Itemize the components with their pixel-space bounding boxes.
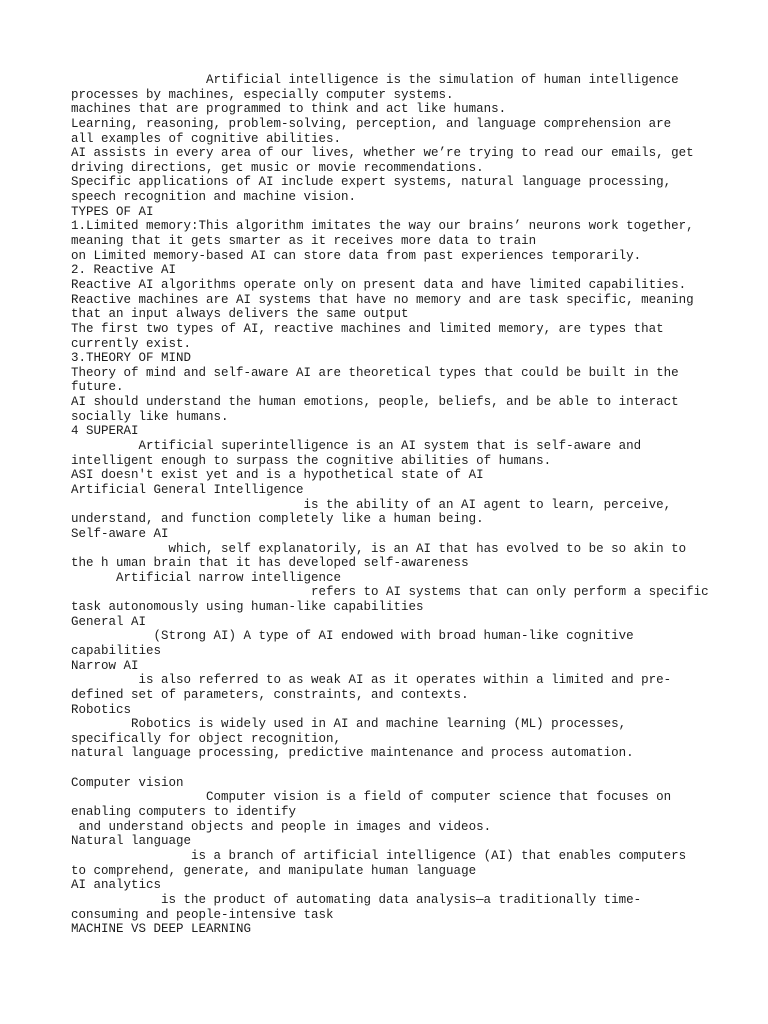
paragraph-line: natural language processing, predictive maintenance and process automation.	[71, 746, 634, 761]
term-heading: Robotics	[71, 702, 132, 717]
paragraph-line: that an input always delivers the same output	[71, 307, 409, 322]
term-heading: AI analytics	[71, 878, 162, 893]
term-heading: Narrow AI	[71, 658, 139, 673]
paragraph-line: ASI doesn't exist yet and is a hypothetical state of AI	[71, 468, 484, 483]
paragraph-line: specifically for object recognition,	[71, 731, 342, 746]
paragraph-line: is the product of automating data analysis—a traditionally time-	[161, 892, 642, 907]
paragraph-line: 1.Limited memory:This algorithm imitates the way our brains’ neurons work together,	[71, 219, 694, 234]
term-heading: General AI	[71, 614, 147, 629]
paragraph-line: future.	[71, 380, 124, 395]
paragraph-line: is the ability of an AI agent to learn, perceive,	[303, 497, 672, 512]
paragraph-line: and understand objects and people in images and videos.	[78, 819, 492, 834]
section-heading: TYPES OF AI	[71, 204, 154, 219]
section-heading: 3.THEORY OF MIND	[71, 351, 192, 366]
paragraph-line: task autonomously using human-like capabilities	[71, 600, 424, 615]
paragraph-line: Reactive AI algorithms operate only on present data and have limited capabilities.	[71, 277, 687, 292]
term-heading: Artificial General Intelligence	[71, 482, 304, 497]
paragraph-line: driving directions, get music or movie recommendations.	[71, 160, 484, 175]
paragraph-line: is a branch of artificial intelligence (AI) that enables computers	[191, 848, 687, 863]
term-heading: Natural language	[71, 834, 192, 849]
paragraph-line: Reactive machines are AI systems that have no memory and are task specific, meaning	[71, 292, 694, 307]
paragraph-line: processes by machines, especially computer systems.	[71, 87, 454, 102]
blank-line	[71, 761, 761, 776]
paragraph-line: refers to AI systems that can only perform a specific	[311, 585, 709, 600]
paragraph-line: Computer vision is a field of computer science that focuses on	[206, 790, 672, 805]
paragraph-line: (Strong AI) A type of AI endowed with broad human-like cognitive	[153, 629, 634, 644]
paragraph-line: defined set of parameters, constraints, and contexts.	[71, 687, 469, 702]
section-heading: 2. Reactive AI	[71, 263, 177, 278]
paragraph-line: capabilities	[71, 643, 162, 658]
paragraph-line: machines that are programmed to think and act like humans.	[71, 102, 507, 117]
paragraph-line: Theory of mind and self-aware AI are theoretical types that could be built in the	[71, 365, 679, 380]
paragraph-line: Robotics is widely used in AI and machine learning (ML) processes,	[131, 717, 627, 732]
paragraph-line: the h uman brain that it has developed self-awareness	[71, 556, 469, 571]
section-heading: MACHINE VS DEEP LEARNING	[71, 922, 252, 937]
paragraph-line: which, self explanatorily, is an AI that has evolved to be so akin to	[168, 541, 687, 556]
paragraph-line: speech recognition and machine vision.	[71, 190, 357, 205]
paragraph-line: AI assists in every area of our lives, whether we’re trying to read our emails, get	[71, 146, 694, 161]
section-heading: 4 SUPERAI	[71, 424, 139, 439]
paragraph-line: is also referred to as weak AI as it operates within a limited and pre-	[138, 673, 672, 688]
paragraph-line: The first two types of AI, reactive machines and limited memory, are types that	[71, 321, 664, 336]
term-heading: Artificial narrow intelligence	[116, 570, 342, 585]
paragraph-line: to comprehend, generate, and manipulate human language	[71, 863, 477, 878]
paragraph-line: consuming and people-intensive task	[71, 907, 334, 922]
paragraph-line: Specific applications of AI include expert systems, natural language processing,	[71, 175, 672, 190]
paragraph-line: currently exist.	[71, 336, 192, 351]
paragraph-line: Learning, reasoning, problem-solving, perception, and language comprehension are	[71, 116, 672, 131]
paragraph-line: intelligent enough to surpass the cognitive abilities of humans.	[71, 453, 552, 468]
term-heading: Computer vision	[71, 775, 184, 790]
paragraph-line: Artificial superintelligence is an AI system that is self-aware and	[138, 439, 642, 454]
paragraph-line: Artificial intelligence is the simulation of human intelligence	[206, 73, 679, 87]
paragraph-line: all examples of cognitive abilities.	[71, 131, 342, 146]
paragraph-line: understand, and function completely like a human being.	[71, 512, 484, 527]
paragraph-line: socially like humans.	[71, 409, 229, 424]
paragraph-line: AI should understand the human emotions, people, beliefs, and be able to interact	[71, 395, 679, 410]
paragraph-line: enabling computers to identify	[71, 805, 297, 820]
term-heading: Self-aware AI	[71, 526, 169, 541]
document-body	[71, 73, 761, 937]
paragraph-line: on Limited memory-based AI can store data from past experiences temporarily.	[71, 248, 642, 263]
paragraph-line: meaning that it gets smarter as it receives more data to train	[71, 234, 537, 249]
